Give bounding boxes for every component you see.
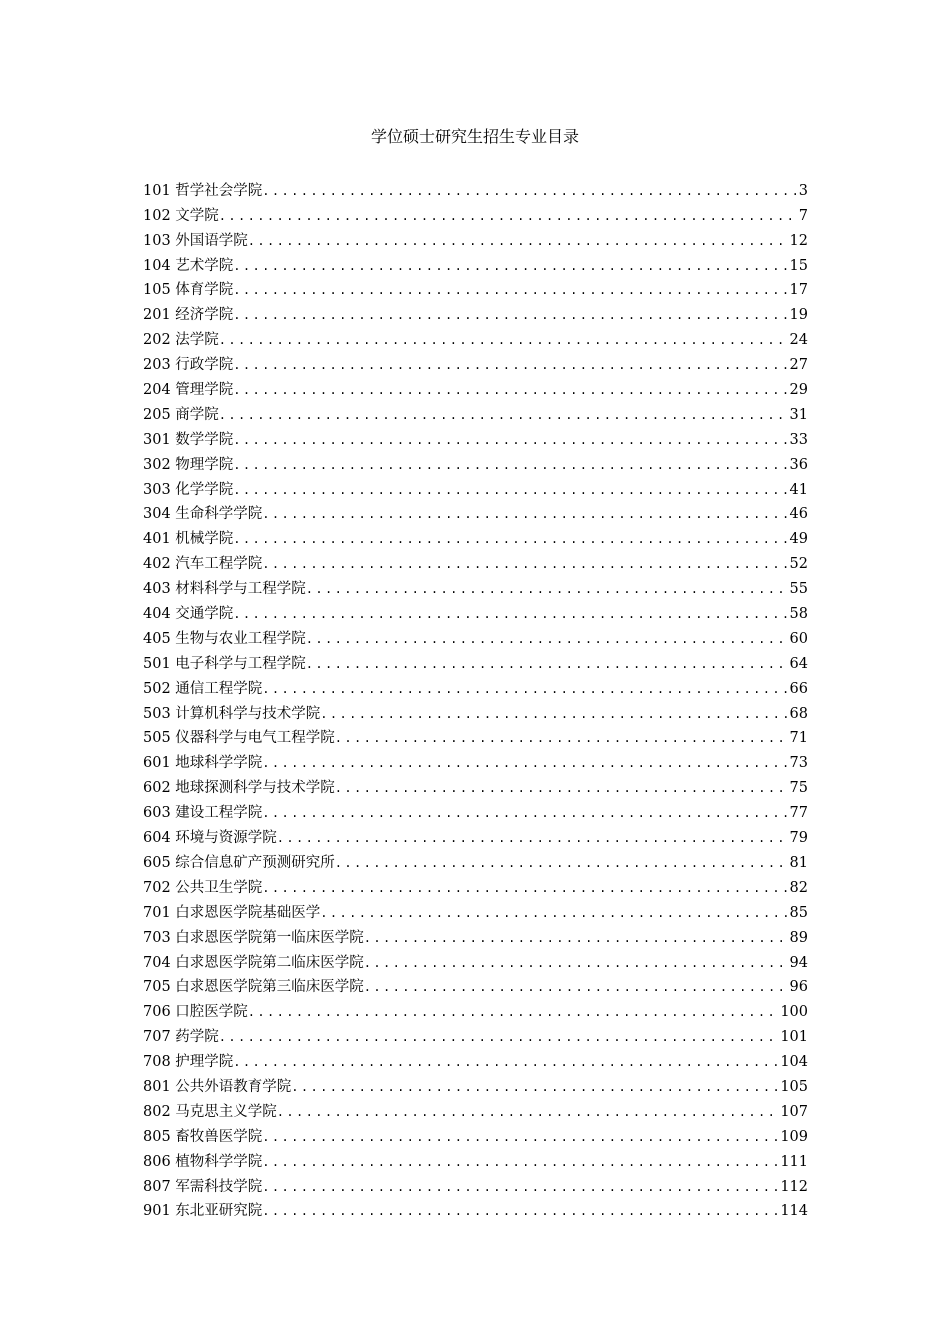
dot-leader [335,854,789,872]
toc-entry-page-number: 68 [789,705,808,722]
toc-entry-label: 603 建设工程学院 [143,805,263,822]
dot-leader [219,406,789,424]
toc-entry-page-number: 114 [780,1203,808,1220]
dot-leader [335,779,789,797]
dot-leader [233,257,788,275]
toc-entry[interactable] [143,349,808,374]
dot-leader [262,804,788,822]
toc-entry-page-number: 100 [780,1004,808,1021]
dot-leader [233,481,788,499]
toc-entry-page-number: 109 [780,1128,808,1145]
toc-entry-page-number: 82 [789,879,808,896]
dot-leader [364,978,789,996]
toc-entry-page-number: 19 [789,307,808,324]
dot-leader [219,331,789,349]
toc-entry-label: 802 马克思主义学院 [143,1103,277,1120]
toc-entry-label: 103 外国语学院 [143,232,248,249]
toc-entry[interactable] [143,424,808,449]
dot-leader [320,904,788,922]
document-title: 学位硕士研究生招生专业目录 [370,127,579,146]
dot-leader [364,929,789,947]
toc-entry[interactable] [143,474,808,499]
toc-entry[interactable] [143,499,808,524]
toc-entry-page-number: 36 [789,456,808,473]
toc-entry-label: 104 艺术学院 [143,257,234,274]
toc-entry[interactable] [143,1046,808,1071]
toc-entry[interactable] [143,175,808,200]
toc-entry-page-number: 89 [789,929,808,946]
dot-leader [335,729,789,747]
dot-leader [233,431,788,449]
dot-leader [320,705,788,723]
toc-entry-page-number: 60 [789,630,808,647]
toc-entry[interactable] [143,648,808,673]
toc-entry-page-number: 41 [789,481,808,498]
toc-entry-label: 801 公共外语教育学院 [143,1078,292,1095]
dot-leader [277,1103,780,1121]
dot-leader [306,630,789,648]
toc-entry-label: 102 文学院 [143,207,219,224]
toc-entry[interactable] [143,1171,808,1196]
dot-leader [233,530,788,548]
toc-entry[interactable] [143,548,808,573]
toc-entry-page-number: 46 [789,506,808,523]
toc-entry-label: 901 东北亚研究院 [143,1203,263,1220]
toc-entry-page-number: 81 [789,854,808,871]
toc-entry-label: 501 电子科学与工程学院 [143,655,306,672]
toc-entry-page-number: 94 [789,954,808,971]
toc-entry[interactable] [143,523,808,548]
toc-entry[interactable] [143,275,808,300]
toc-entry-label: 707 药学院 [143,1029,219,1046]
dot-leader [233,306,788,324]
toc-entry[interactable] [143,598,808,623]
toc-entry-page-number: 112 [780,1178,808,1195]
dot-leader [262,1178,779,1196]
toc-entry[interactable] [143,399,808,424]
toc-entry[interactable] [143,972,808,997]
dot-leader [248,1003,780,1021]
toc-entry[interactable] [143,747,808,772]
toc-entry-page-number: 71 [789,730,808,747]
dot-leader [248,232,789,250]
dot-leader [306,655,789,673]
toc-entry-page-number: 58 [789,606,808,623]
dot-leader [262,879,788,897]
toc-entry-page-number: 27 [789,357,808,374]
toc-entry-label: 601 地球科学学院 [143,755,263,772]
toc-entry[interactable] [143,573,808,598]
toc-entry-page-number: 77 [789,805,808,822]
table-of-contents [143,175,808,1220]
toc-entry-label: 704 白求恩医学院第二临床医学院 [143,954,364,971]
dot-leader [262,1202,779,1220]
toc-entry-page-number: 66 [789,680,808,697]
dot-leader [233,381,788,399]
toc-entry[interactable] [143,623,808,648]
toc-entry-page-number: 33 [789,431,808,448]
toc-entry-label: 703 白求恩医学院第一临床医学院 [143,929,364,946]
toc-entry[interactable] [143,698,808,723]
toc-entry-page-number: 15 [789,257,808,274]
toc-entry-page-number: 96 [789,979,808,996]
toc-entry[interactable] [143,996,808,1021]
toc-entry-page-number: 64 [789,655,808,672]
dot-leader [291,1078,779,1096]
toc-entry-page-number: 49 [789,531,808,548]
toc-entry-label: 403 材料科学与工程学院 [143,581,306,598]
toc-entry-page-number: 12 [789,232,808,249]
toc-entry-page-number: 73 [789,755,808,772]
dot-leader [233,281,788,299]
dot-leader [233,356,788,374]
toc-entry-label: 505 仪器科学与电气工程学院 [143,730,335,747]
dot-leader [262,1128,779,1146]
toc-entry[interactable] [143,723,808,748]
dot-leader [262,680,788,698]
toc-entry[interactable] [143,225,808,250]
toc-entry[interactable] [143,1146,808,1171]
dot-leader [219,1028,780,1046]
toc-entry-page-number: 101 [780,1029,808,1046]
toc-entry-label: 706 口腔医学院 [143,1004,248,1021]
toc-entry-label: 604 环境与资源学院 [143,830,277,847]
toc-entry-label: 502 通信工程学院 [143,680,263,697]
toc-entry[interactable] [143,449,808,474]
dot-leader [233,456,788,474]
toc-entry-page-number: 107 [780,1103,808,1120]
toc-entry-page-number: 7 [798,207,808,224]
toc-entry[interactable] [143,1121,808,1146]
toc-entry-page-number: 31 [789,406,808,423]
toc-entry-label: 201 经济学院 [143,307,234,324]
toc-entry-label: 805 畜牧兽医学院 [143,1128,263,1145]
dot-leader [364,954,789,972]
toc-entry[interactable] [143,673,808,698]
toc-entry[interactable] [143,324,808,349]
toc-entry-page-number: 52 [789,556,808,573]
toc-entry-page-number: 105 [780,1078,808,1095]
toc-entry-label: 708 护理学院 [143,1054,234,1071]
toc-entry-label: 402 汽车工程学院 [143,556,263,573]
toc-entry[interactable] [143,299,808,324]
toc-entry-label: 302 物理学院 [143,456,234,473]
toc-entry[interactable] [143,1021,808,1046]
toc-entry-label: 605 综合信息矿产预测研究所 [143,854,335,871]
toc-entry-label: 304 生命科学学院 [143,506,263,523]
toc-entry-label: 205 商学院 [143,406,219,423]
toc-entry[interactable] [143,1071,808,1096]
toc-entry-page-number: 55 [789,581,808,598]
toc-entry-page-number: 24 [789,332,808,349]
dot-leader [233,605,788,623]
toc-entry-page-number: 75 [789,780,808,797]
dot-leader [277,829,789,847]
toc-entry[interactable] [143,822,808,847]
toc-entry-label: 806 植物科学学院 [143,1153,263,1170]
toc-entry[interactable] [143,772,808,797]
dot-leader [262,754,788,772]
dot-leader [233,1053,779,1071]
toc-entry-label: 404 交通学院 [143,606,234,623]
dot-leader [306,580,789,598]
toc-entry-label: 405 生物与农业工程学院 [143,630,306,647]
toc-entry-label: 301 数学学院 [143,431,234,448]
toc-entry-page-number: 29 [789,382,808,399]
toc-entry[interactable] [143,897,808,922]
toc-entry-label: 202 法学院 [143,332,219,349]
toc-entry[interactable] [143,374,808,399]
dot-leader [262,505,788,523]
toc-entry-page-number: 3 [798,182,808,199]
toc-entry-label: 105 体育学院 [143,282,234,299]
toc-entry-label: 702 公共卫生学院 [143,879,263,896]
toc-entry[interactable] [143,1096,808,1121]
toc-entry[interactable] [143,947,808,972]
toc-entry-page-number: 79 [789,830,808,847]
toc-entry[interactable] [143,250,808,275]
toc-entry-label: 705 白求恩医学院第三临床医学院 [143,979,364,996]
toc-entry-label: 701 白求恩医学院基础医学 [143,904,321,921]
dot-leader [219,207,798,225]
toc-entry-page-number: 104 [780,1054,808,1071]
toc-entry-label: 503 计算机科学与技术学院 [143,705,321,722]
toc-entry-label: 807 军需科技学院 [143,1178,263,1195]
toc-entry-page-number: 17 [789,282,808,299]
toc-entry-label: 602 地球探测科学与技术学院 [143,780,335,797]
toc-entry-label: 101 哲学社会学院 [143,182,263,199]
toc-entry[interactable] [143,847,808,872]
toc-entry-label: 203 行政学院 [143,357,234,374]
toc-entry[interactable] [143,872,808,897]
toc-entry[interactable] [143,1196,808,1221]
dot-leader [262,1153,779,1171]
toc-entry-label: 204 管理学院 [143,382,234,399]
toc-entry-page-number: 85 [789,904,808,921]
toc-entry-label: 401 机械学院 [143,531,234,548]
toc-entry[interactable] [143,922,808,947]
dot-leader [262,182,797,200]
toc-entry-page-number: 111 [780,1153,808,1170]
toc-entry[interactable] [143,797,808,822]
dot-leader [262,555,788,573]
toc-entry[interactable] [143,200,808,225]
toc-entry-label: 303 化学学院 [143,481,234,498]
